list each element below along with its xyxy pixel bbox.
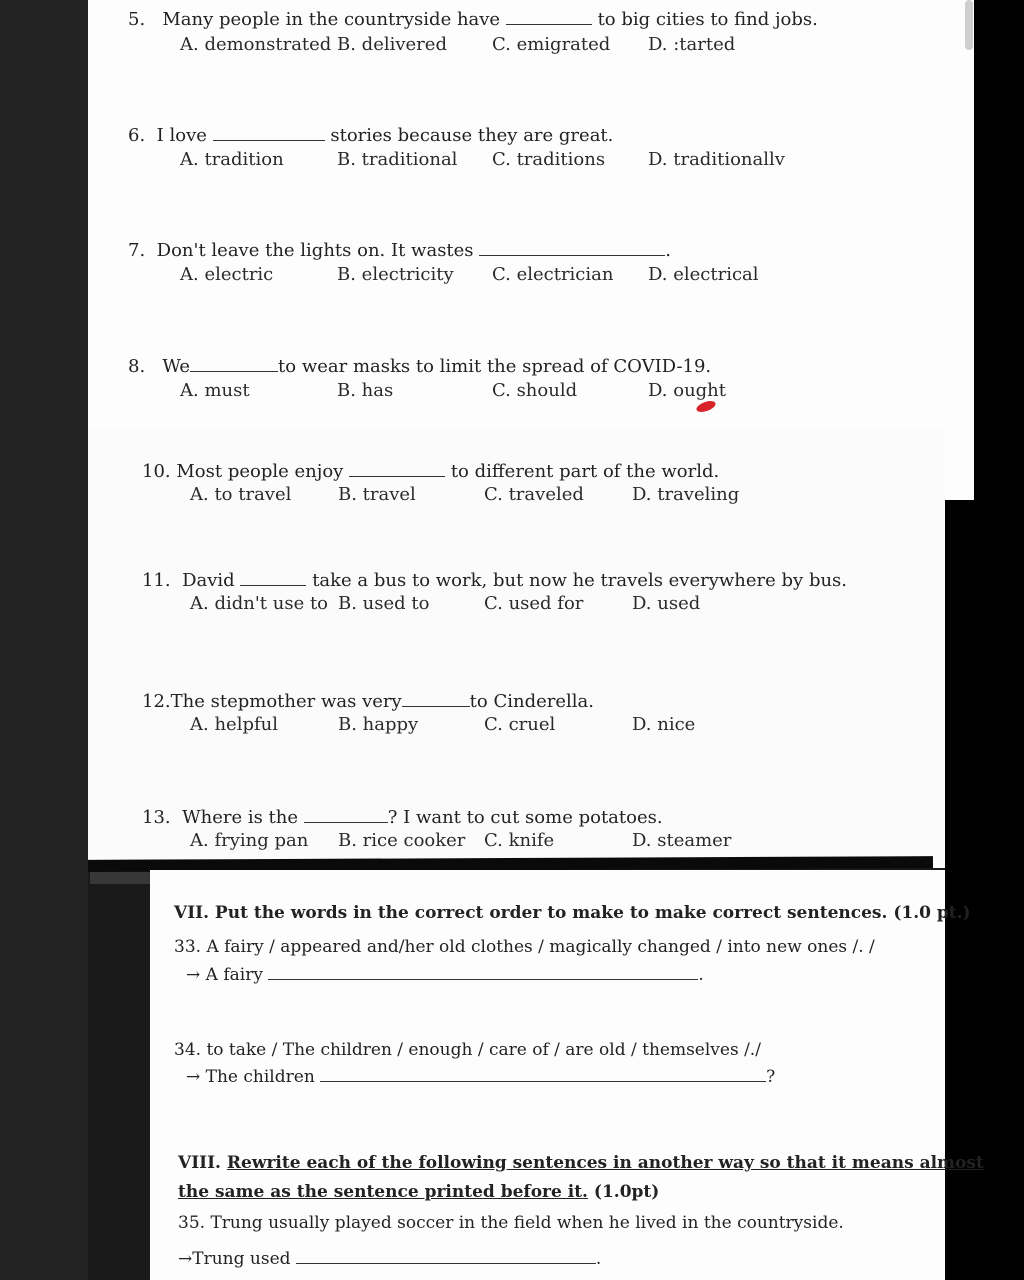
question-number: 12. (142, 691, 171, 712)
answer-line (296, 1249, 596, 1264)
answer-blank (213, 126, 325, 141)
option-c: C. traveled (484, 484, 584, 505)
answer-35 (178, 1248, 601, 1270)
option-d: D. ought (648, 380, 727, 401)
question-5 (128, 9, 818, 31)
option-b: B. travel (338, 484, 416, 505)
section-instruction: Rewrite each of the following sentences in another way so that it means almost (226, 1153, 984, 1173)
question-number: 13. (142, 807, 171, 828)
answer-end-punct: ? (766, 1067, 776, 1087)
answer-blank (349, 462, 445, 477)
option-d: D. :tarted (648, 34, 736, 55)
answer-prompt: → The children (186, 1067, 315, 1087)
answer-line (268, 965, 698, 980)
question-11 (142, 570, 847, 592)
question-10 (142, 461, 719, 483)
answer-34 (186, 1066, 775, 1088)
question-12 (142, 691, 594, 713)
option-d: D. traveling (632, 484, 740, 505)
option-a: A. frying pan (190, 830, 309, 851)
option-c: C. knife (484, 830, 555, 851)
question-text: Many people in the countryside have (162, 9, 501, 30)
option-c: C. cruel (484, 714, 556, 735)
scrollbar-thumb[interactable] (965, 0, 973, 50)
question-text: to Cinderella. (469, 691, 594, 712)
option-b: B. delivered (337, 34, 447, 55)
option-b: B. rice cooker (338, 830, 466, 851)
option-c: C. should (492, 380, 578, 401)
option-d: D. nice (632, 714, 696, 735)
question-text: The stepmother was very (170, 691, 402, 712)
question-6 (128, 125, 613, 147)
answer-prompt: →Trung used (178, 1249, 291, 1269)
question-13 (142, 807, 663, 829)
question-number: 5. (128, 9, 146, 30)
option-c: C. emigrated (492, 34, 611, 55)
question-text: to big cities to find jobs. (597, 9, 818, 30)
question-number: 10. (142, 461, 171, 482)
question-text: to wear masks to limit the spread of COVID-19. (278, 356, 712, 377)
answer-blank (190, 357, 278, 372)
option-c: C. traditions (492, 149, 606, 170)
question-number: 6. (128, 125, 146, 146)
option-a: A. must (180, 380, 250, 401)
question-text: David (182, 570, 235, 591)
option-b: B. used to (338, 593, 430, 614)
answer-end-punct: . (595, 1249, 602, 1269)
answer-blank (479, 241, 665, 256)
option-c: C. used for (484, 593, 584, 614)
question-text: Most people enjoy (176, 461, 344, 482)
section-points: (1.0pt) (593, 1182, 660, 1202)
option-a: A. didn't use to (190, 593, 329, 614)
question-text: to different part of the world. (450, 461, 720, 482)
option-c: C. electrician (492, 264, 614, 285)
question-text: Where is the (182, 807, 299, 828)
option-a: A. to travel (190, 484, 292, 505)
option-b: B. happy (338, 714, 419, 735)
option-a: A. tradition (180, 149, 284, 170)
section-8-heading-line-1 (178, 1152, 984, 1174)
answer-33 (186, 964, 704, 986)
option-a: A. demonstrated (180, 34, 332, 55)
question-8 (128, 356, 711, 378)
option-d: D. steamer (632, 830, 732, 851)
question-text: We (162, 356, 191, 377)
question-text: . (665, 240, 672, 261)
section-8-heading-line-2 (178, 1181, 659, 1203)
answer-end-punct: . (698, 965, 704, 985)
question-text: stories because they are great. (330, 125, 614, 146)
answer-blank (402, 692, 470, 707)
option-b: B. has (337, 380, 394, 401)
section-instruction: the same as the sentence printed before it. (178, 1182, 588, 1202)
answer-blank (506, 10, 592, 25)
question-text: I love (156, 125, 207, 146)
option-b: B. traditional (337, 149, 458, 170)
option-d: D. traditionallv (648, 149, 785, 170)
section-number: VIII. (178, 1153, 221, 1173)
option-d: D. electrical (648, 264, 759, 285)
answer-line (320, 1067, 766, 1082)
question-7 (128, 240, 671, 262)
option-d: D. used (632, 593, 701, 614)
question-text: ? I want to cut some potatoes. (387, 807, 663, 828)
left-dark-margin (0, 0, 88, 1280)
question-text: Don't leave the lights on. It wastes (156, 240, 474, 261)
answer-prompt: → A fairy (186, 965, 263, 985)
question-34: 34. to take / The children / enough / care of / are old / themselves /./ (174, 1040, 761, 1060)
option-a: A. helpful (190, 714, 278, 735)
option-a: A. electric (180, 264, 274, 285)
question-number: 11. (142, 570, 171, 591)
question-35: 35. Trung usually played soccer in the field when he lived in the countryside. (178, 1213, 844, 1233)
section-7-heading: VII. Put the words in the correct order to make to make correct sentences. (1.0 pt.) (174, 903, 971, 923)
question-number: 8. (128, 356, 146, 377)
question-33: 33. A fairy / appeared and/her old clothes / magically changed / into new ones /. / (174, 937, 875, 957)
answer-blank (304, 808, 388, 823)
answer-blank (240, 571, 306, 586)
option-b: B. electricity (337, 264, 454, 285)
question-number: 7. (128, 240, 146, 261)
question-text: take a bus to work, but now he travels everywhere by bus. (312, 570, 848, 591)
